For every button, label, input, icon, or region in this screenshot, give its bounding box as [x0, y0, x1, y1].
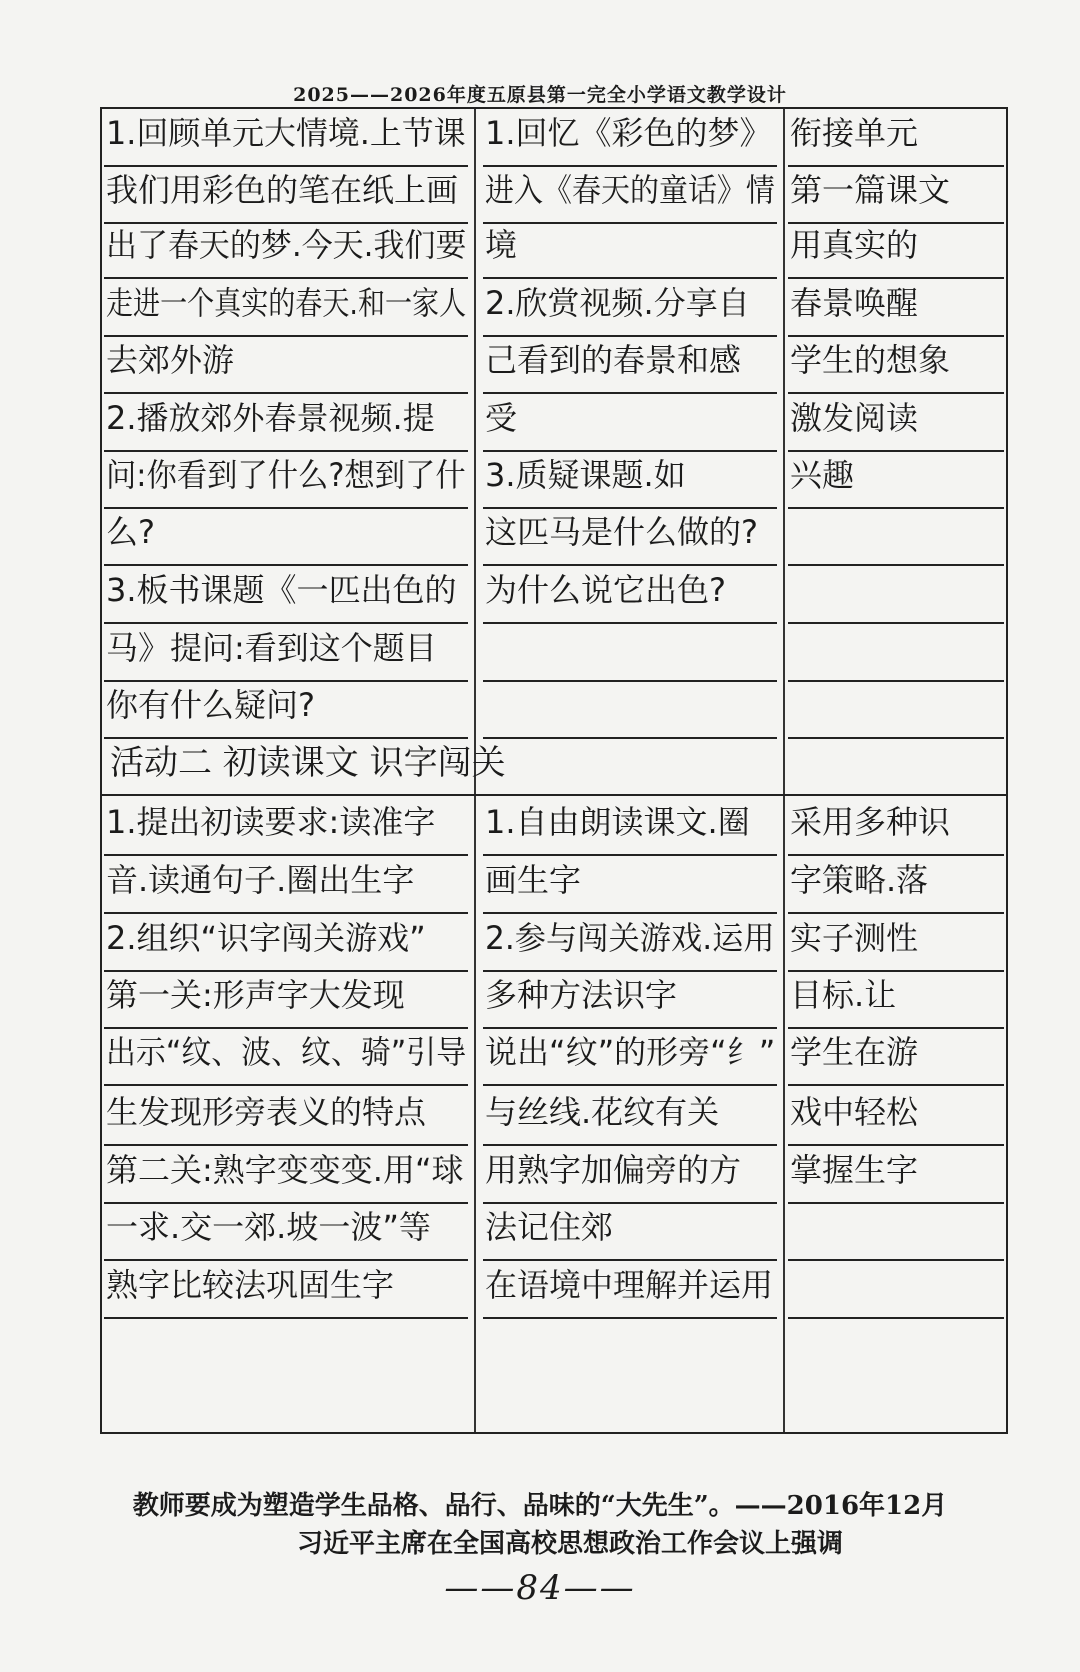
ruled-line [104, 165, 468, 167]
student-activity-line: 1.回忆《彩色的梦》 [485, 114, 772, 152]
ruled-line [483, 450, 777, 452]
ruled-line [483, 1202, 777, 1204]
ruled-line [788, 854, 1004, 856]
ruled-line [483, 854, 777, 856]
ruled-line [788, 335, 1004, 337]
teacher-activity-line: 马》提问:看到这个题目 [106, 629, 437, 667]
ruled-line [104, 335, 468, 337]
design-intent-line: 实子测性 [790, 919, 919, 957]
column-divider-2 [783, 109, 785, 1432]
teacher-activity-line: 去郊外游 [106, 341, 235, 379]
ruled-line [788, 1144, 1004, 1146]
design-intent-line: 兴趣 [790, 456, 855, 494]
student-activity-line: 这匹马是什么做的? [485, 513, 758, 551]
ruled-line [483, 1317, 777, 1319]
student-activity-line: 为什么说它出色? [485, 571, 726, 609]
teacher-activity-line: 出示“纹、波、纹、骑”引导 [106, 1033, 467, 1071]
ruled-line [104, 680, 468, 682]
teacher-activity-line: 问:你看到了什么?想到了什 [106, 456, 466, 494]
student-activity-line: 境 [485, 226, 518, 264]
ruled-line [483, 335, 777, 337]
ruled-line [788, 737, 1004, 739]
teacher-activity-line: 走进一个真实的春天.和一家人 [106, 284, 467, 322]
ruled-line [483, 680, 777, 682]
ruled-line [483, 222, 777, 224]
design-intent-line: 采用多种识 [790, 803, 951, 841]
ruled-line [788, 450, 1004, 452]
ruled-line [104, 970, 468, 972]
student-activity-line: 3.质疑课题.如 [485, 456, 686, 494]
teacher-activity-line: 第一关:形声字大发现 [106, 976, 405, 1014]
design-intent-line: 第一篇课文 [790, 171, 951, 209]
ruled-line [483, 970, 777, 972]
design-intent-line: 戏中轻松 [790, 1093, 919, 1131]
teacher-activity-line: 出了春天的梦.今天.我们要 [106, 226, 467, 264]
ruled-line [788, 507, 1004, 509]
ruled-line [788, 165, 1004, 167]
ruled-line [483, 1084, 777, 1086]
ruled-line [788, 622, 1004, 624]
ruled-line [788, 564, 1004, 566]
ruled-line [104, 622, 468, 624]
footer-attribution: 习近平主席在全国高校思想政治工作会议上强调 [296, 1529, 843, 1559]
design-intent-line: 学生的想象 [790, 341, 951, 379]
student-activity-line: 多种方法识字 [485, 976, 678, 1014]
student-activity-line: 与丝线.花纹有关 [485, 1093, 720, 1131]
student-activity-line: 在语境中理解并运用 [485, 1266, 774, 1304]
ruled-line [788, 1317, 1004, 1319]
ruled-line [104, 1259, 468, 1261]
teacher-activity-line: 生发现形旁表义的特点 [106, 1093, 427, 1131]
ruled-line [788, 1202, 1004, 1204]
ruled-line [483, 912, 777, 914]
ruled-line [788, 277, 1004, 279]
teacher-activity-line: 2.播放郊外春景视频.提 [106, 399, 435, 437]
ruled-line [104, 1027, 468, 1029]
ruled-line [788, 1084, 1004, 1086]
ruled-line [104, 507, 468, 509]
ruled-line [788, 680, 1004, 682]
ruled-line [788, 392, 1004, 394]
student-activity-line: 用熟字加偏旁的方 [485, 1151, 742, 1189]
design-intent-line: 字策略.落 [790, 861, 929, 899]
teacher-activity-line: 音.读通句子.圈出生字 [106, 861, 415, 899]
ruled-line [788, 222, 1004, 224]
ruled-line [788, 970, 1004, 972]
ruled-line [104, 222, 468, 224]
ruled-line [483, 1027, 777, 1029]
teacher-activity-line: 1.回顾单元大情境.上节课 [106, 114, 466, 152]
activity-heading: 活动二 初读课文 识字闯关 [110, 743, 506, 783]
student-activity-line: 说出“纹”的形旁“纟” [485, 1033, 776, 1071]
footer-quote: 教师要成为塑造学生品格、品行、品味的“大先生”。——2016年12月 [132, 1491, 948, 1521]
ruled-line [104, 1084, 468, 1086]
design-intent-line: 掌握生字 [790, 1151, 919, 1189]
ruled-line [483, 1259, 777, 1261]
ruled-line [104, 1317, 468, 1319]
teacher-activity-line: 1.提出初读要求:读准字 [106, 803, 436, 841]
student-activity-line: 画生字 [485, 861, 582, 899]
teacher-activity-line: 么? [106, 513, 155, 551]
student-activity-line: 2.参与闯关游戏.运用 [485, 919, 775, 957]
ruled-line [104, 737, 468, 739]
student-activity-line: 己看到的春景和感 [485, 341, 742, 379]
ruled-line [788, 912, 1004, 914]
ruled-line [483, 564, 777, 566]
ruled-line [483, 507, 777, 509]
page-header: 2025——2026年度五原县第一完全小学语文教学设计 [293, 84, 787, 106]
ruled-line [104, 912, 468, 914]
ruled-line [104, 854, 468, 856]
ruled-line [104, 392, 468, 394]
ruled-line [104, 277, 468, 279]
design-intent-line: 目标.让 [790, 976, 897, 1014]
design-intent-line: 衔接单元 [790, 114, 919, 152]
design-intent-line: 学生在游 [790, 1033, 919, 1071]
teacher-activity-line: 第二关:熟字变变变.用“球 [106, 1151, 464, 1189]
design-intent-line: 激发阅读 [790, 399, 919, 437]
student-activity-line: 法记住郊 [485, 1208, 614, 1246]
ruled-line [104, 1202, 468, 1204]
ruled-line [483, 165, 777, 167]
activity-rule [100, 794, 1008, 796]
ruled-line [483, 737, 777, 739]
ruled-line [104, 564, 468, 566]
ruled-line [483, 1144, 777, 1146]
ruled-line [483, 622, 777, 624]
student-activity-line: 进入《春天的童话》情 [485, 171, 775, 209]
page-number: ——84—— [444, 1568, 636, 1608]
ruled-line [483, 392, 777, 394]
ruled-line [788, 1027, 1004, 1029]
teacher-activity-line: 熟字比较法巩固生字 [106, 1266, 395, 1304]
student-activity-line: 受 [485, 399, 518, 437]
teacher-activity-line: 一求.交一郊.坡一波”等 [106, 1208, 431, 1246]
teacher-activity-line: 3.板书课题《一匹出色的 [106, 571, 457, 609]
student-activity-line: 2.欣赏视频.分享自 [485, 284, 750, 322]
design-intent-line: 用真实的 [790, 226, 919, 264]
teacher-activity-line: 我们用彩色的笔在纸上画 [106, 171, 459, 209]
teacher-activity-line: 你有什么疑问? [106, 686, 315, 724]
ruled-line [104, 1144, 468, 1146]
design-intent-line: 春景唤醒 [790, 284, 919, 322]
teacher-activity-line: 2.组织“识字闯关游戏” [106, 919, 426, 957]
student-activity-line: 1.自由朗读课文.圈 [485, 803, 750, 841]
ruled-line [483, 277, 777, 279]
ruled-line [104, 450, 468, 452]
ruled-line [788, 1259, 1004, 1261]
